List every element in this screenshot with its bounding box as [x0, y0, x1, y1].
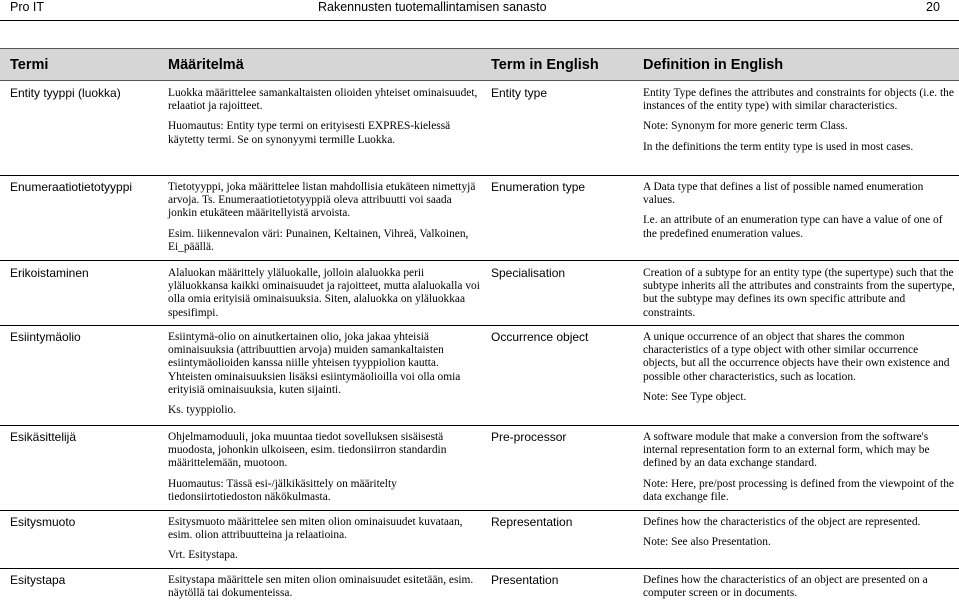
definition-en-paragraph: A unique occurrence of an object that shares the common characteristics of a type object with other similar occurrence objects, but all the occurrence objects have their own existence and possible other characteristics, such as location.	[643, 331, 950, 383]
term-cell: Esitystapa	[10, 573, 66, 587]
definition-paragraph: Ks. tyyppiolio.	[168, 404, 237, 417]
row-divider	[0, 175, 959, 176]
row-divider	[0, 568, 959, 569]
definition-en-paragraph: Note: Here, pre/post processing is defined from the viewpoint of the data exchange file.	[643, 477, 954, 503]
definition-en-paragraph: Entity Type defines the attributes and constraints for objects (i.e. the instances of the entity type) with similar characteristics.	[643, 87, 954, 113]
column-header-definition-en: Definition in English	[643, 57, 784, 73]
definition-paragraph: Ohjelmamoduuli, joka muuntaa tiedot sovelluksen sisäisestä muodosta, johonkin ulkoiseen, esim. tiedonsiirron standardin määrittelemään, muotoon.	[168, 431, 447, 470]
row-divider	[0, 260, 959, 261]
term-en-cell: Specialisation	[491, 266, 566, 280]
definition-en-cell	[643, 267, 955, 327]
column-header-term: Termi	[10, 57, 49, 73]
term-en-cell: Pre-processor	[491, 430, 567, 444]
page-header	[0, 0, 959, 14]
table-header	[0, 48, 959, 81]
row-divider	[0, 425, 959, 426]
definition-cell	[168, 181, 483, 261]
definition-en-cell	[643, 516, 955, 556]
header-left-label: Pro IT	[10, 0, 45, 14]
term-en-cell: Representation	[491, 515, 573, 529]
term-cell: Esikäsittelijä	[10, 430, 77, 444]
term-cell: Enumeraatiotietotyyppi	[10, 180, 133, 194]
definition-cell	[168, 267, 483, 327]
definition-paragraph: Esitystapa määrittele sen miten olion ominaisuudet esitetään, esim. näytöllä tai dokumenteissa.	[168, 574, 474, 600]
term-cell: Erikoistaminen	[10, 266, 89, 280]
definition-en-paragraph: Defines how the characteristics of an object are presented on a computer screen or in documents.	[643, 574, 928, 600]
definition-en-paragraph: Defines how the characteristics of the object are represented.	[643, 516, 921, 528]
definition-cell	[168, 331, 483, 424]
definition-en-paragraph: A Data type that defines a list of possible named enumeration values.	[643, 181, 924, 207]
definition-paragraph: Alaluokan määrittely yläluokalle, jolloin alaluokka perii yläluokkansa kaikki ominaisuudet ja rajoitteet, mutta alaluokalla voi olla omia erityisiä ominaisuuksia. Siten, alaluokka on yläluokkaa spesifimpi.	[168, 267, 480, 319]
definition-paragraph: Esitysmuoto määrittelee sen miten olion ominaisuudet kuvataan, esim. olion attribuutteina ja relaatioina.	[168, 516, 463, 542]
row-divider	[0, 325, 959, 326]
header-divider	[0, 20, 959, 21]
definition-en-paragraph: In the definitions the term entity type is used in most cases.	[643, 140, 914, 153]
definition-paragraph: Luokka määrittelee samankaltaisten olioiden yhteiset ominaisuudet, relaatiot ja rajoitteet.	[168, 87, 478, 113]
definition-cell	[168, 574, 483, 607]
term-cell: Entity tyyppi (luokka)	[10, 86, 121, 100]
page-number: 20	[926, 0, 940, 14]
definition-en-paragraph: Creation of a subtype for an entity type (the supertype) such that the subtype inherits all the attributes and constraints from the supertype, but the subtype may defines its own specific attribute and constraints.	[643, 267, 955, 319]
definition-paragraph: Huomautus: Entity type termi on erityisesti EXPRES-kielessä käytetty termi. Se on synonyymi termille Luokka.	[168, 120, 451, 146]
row-divider	[0, 510, 959, 511]
definition-paragraph: Esim. liikennevalon väri: Punainen, Keltainen, Vihreä, Valkoinen, Ei_päällä.	[168, 227, 469, 253]
term-en-cell: Presentation	[491, 573, 559, 587]
term-en-cell: Enumeration type	[491, 180, 586, 194]
definition-paragraph: Esiintymä-olio on ainutkertainen olio, joka jakaa yhteisiä ominaisuuksia (attribuuttien arvoja) muiden samankaltaisten esiintymäolioiden kanssa niille yhteisen tyyppiolion kautta. Yhteisten ominaisuuksien lisäksi esiintymäolioilla voi olla omia erityisiä ominaisuuksia, kuten sijainti.	[168, 331, 461, 396]
term-en-cell: Occurrence object	[491, 330, 589, 344]
definition-cell	[168, 87, 483, 154]
definition-en-cell	[643, 331, 955, 411]
term-cell: Esiintymäolio	[10, 330, 81, 344]
column-header-definition: Määritelmä	[168, 57, 244, 73]
definition-en-paragraph: Note: See also Presentation.	[643, 536, 771, 549]
term-en-cell: Entity type	[491, 86, 548, 100]
definition-paragraph: Tietotyyppi, joka määrittelee listan mahdollisia etukäteen nimettyjä arvoja. Ts. Enumeraatiotietotyyppiä oleva attribuutti voi saada jonkin etukäteen määritellyistä arvoista.	[168, 181, 476, 220]
definition-en-paragraph: I.e. an attribute of an enumeration type can have a value of one of the predefined enumeration values.	[643, 214, 943, 240]
definition-paragraph: Huomautus: Tässä esi-/jälkikäsittely on määritelty tiedonsiirtotiedoston näkökulmasta.	[168, 477, 397, 503]
column-header-term-en: Term in English	[491, 57, 599, 73]
definition-en-cell	[643, 181, 955, 248]
definition-en-paragraph: Note: Synonym for more generic term Class.	[643, 120, 848, 133]
definition-en-cell	[643, 87, 955, 161]
definition-en-paragraph: A software module that make a conversion from the software's internal representation form to an external form, which may be defined by an data exchange standard.	[643, 431, 930, 470]
definition-en-paragraph: Note: See Type object.	[643, 390, 747, 403]
definition-en-cell	[643, 431, 955, 511]
definition-en-cell	[643, 574, 955, 607]
definition-cell	[168, 516, 483, 570]
document-title: Rakennusten tuotemallintamisen sanasto	[318, 0, 547, 14]
definition-cell	[168, 431, 483, 511]
definition-paragraph: Vrt. Esitystapa.	[168, 549, 238, 562]
term-cell: Esitysmuoto	[10, 515, 76, 529]
